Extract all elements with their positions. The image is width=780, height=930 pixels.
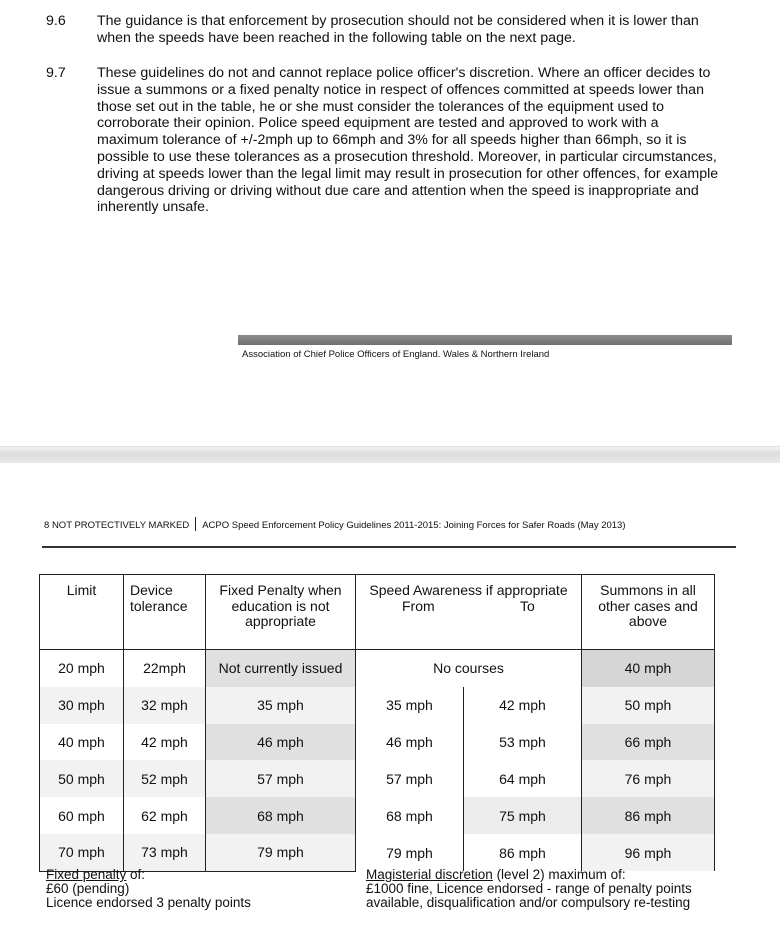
paragraph-text bbox=[97, 65, 737, 216]
cell-summons: 96 mph bbox=[582, 834, 715, 871]
magisterial-discretion-note bbox=[366, 868, 692, 910]
paragraph-line: These guidelines do not and cannot replace police officer's discretion. Where an officer decides to bbox=[97, 65, 711, 81]
cell-fixed-penalty: 35 mph bbox=[206, 687, 356, 724]
cell-summons: 76 mph bbox=[582, 760, 715, 797]
cell-sa-to: 53 mph bbox=[464, 724, 582, 761]
header-fixed-penalty: Fixed Penalty when education is not appropriate bbox=[206, 575, 356, 650]
cell-sa-to: 42 mph bbox=[464, 687, 582, 724]
cell-fixed-penalty: Not currently issued bbox=[206, 650, 356, 687]
table-row bbox=[40, 760, 715, 797]
header-device-tolerance: Device tolerance bbox=[124, 575, 206, 650]
page-break bbox=[0, 446, 780, 463]
paragraph-line: dangerous driving or driving without due care and attention when the speed is inappropriate and bbox=[97, 182, 699, 199]
cell-sa-from: 57 mph bbox=[356, 760, 464, 797]
document-title: ACPO Speed Enforcement Policy Guidelines 2011-2015: Joining Forces for Safer Roads (May 2013) bbox=[202, 520, 626, 531]
paragraph-number: 9.7 bbox=[46, 65, 66, 81]
header-sa-to: To bbox=[520, 598, 535, 614]
paragraph-line: issue a summons or a fixed penalty notice in respect of offences committed at speeds lower than bbox=[97, 81, 704, 98]
paragraph-line: when the speeds have been reached in the following table on the next page. bbox=[97, 29, 576, 46]
paragraph-line: driving at speeds lower than the legal limit may result in prosecution for other offences, for example bbox=[97, 165, 719, 182]
fixed-penalty-note bbox=[46, 868, 251, 910]
footer-bar bbox=[238, 335, 732, 345]
cell-fixed-penalty: 46 mph bbox=[206, 724, 356, 761]
cell-fixed-penalty: 68 mph bbox=[206, 797, 356, 834]
note-line: £1000 fine, Licence endorsed - range of penalty points bbox=[366, 881, 692, 896]
note-line: Licence endorsed 3 penalty points bbox=[46, 895, 251, 910]
cell-limit: 50 mph bbox=[40, 760, 124, 797]
table-header-row bbox=[40, 575, 715, 650]
cell-fixed-penalty: 57 mph bbox=[206, 760, 356, 797]
paragraph-number: 9.6 bbox=[46, 13, 66, 29]
cell-sa-to: 86 mph bbox=[464, 834, 582, 871]
note-line: available, disqualification and/or compulsory re-testing bbox=[366, 895, 691, 910]
cell-limit: 30 mph bbox=[40, 687, 124, 724]
cell-device-tolerance: 22mph bbox=[124, 650, 206, 687]
cell-sa-from: 79 mph bbox=[356, 834, 464, 871]
header-limit: Limit bbox=[40, 575, 124, 650]
cell-summons: 66 mph bbox=[582, 724, 715, 761]
cell-sa-to: 64 mph bbox=[464, 760, 582, 797]
cell-device-tolerance: 42 mph bbox=[124, 724, 206, 761]
cell-device-tolerance: 73 mph bbox=[124, 834, 206, 871]
cell-summons: 40 mph bbox=[582, 650, 715, 687]
speed-enforcement-table bbox=[39, 574, 715, 872]
header-speed-awareness: Speed Awareness if appropriate From To bbox=[356, 575, 582, 650]
cell-sa-to: 75 mph bbox=[464, 797, 582, 834]
cell-sa-from: 35 mph bbox=[356, 687, 464, 724]
table-row bbox=[40, 797, 715, 834]
cell-summons: 86 mph bbox=[582, 797, 715, 834]
table-row bbox=[40, 650, 715, 687]
cell-sa-from: 46 mph bbox=[356, 724, 464, 761]
page-header bbox=[44, 517, 626, 531]
cell-limit: 60 mph bbox=[40, 797, 124, 834]
table-row bbox=[40, 687, 715, 724]
page-footer: Association of Chief Police Officers of England. Wales & Northern Ireland bbox=[242, 349, 550, 360]
cell-device-tolerance: 32 mph bbox=[124, 687, 206, 724]
table-row bbox=[40, 834, 715, 871]
cell-speed-awareness: No courses bbox=[356, 650, 582, 687]
protective-marking: NOT PROTECTIVELY MARKED bbox=[51, 520, 190, 531]
paragraph-line: corroborate their opinion. Police speed equipment are tested and approved to work with a bbox=[97, 115, 659, 132]
cell-fixed-penalty: 79 mph bbox=[206, 834, 356, 871]
header-sa-from: From bbox=[402, 598, 435, 614]
paragraph-line: inherently unsafe. bbox=[97, 199, 209, 216]
header-summons: Summons in all other cases and above bbox=[582, 575, 715, 650]
cell-summons: 50 mph bbox=[582, 687, 715, 724]
cell-sa-from: 68 mph bbox=[356, 797, 464, 834]
paragraph-line: The guidance is that enforcement by prosecution should not be considered when it is lower than bbox=[97, 13, 699, 29]
table-row bbox=[40, 724, 715, 761]
cell-device-tolerance: 62 mph bbox=[124, 797, 206, 834]
cell-device-tolerance: 52 mph bbox=[124, 760, 206, 797]
paragraph-text bbox=[97, 13, 737, 47]
header-separator bbox=[195, 517, 196, 531]
header-rule bbox=[42, 546, 736, 548]
cell-limit: 40 mph bbox=[40, 724, 124, 761]
cell-limit: 70 mph bbox=[40, 834, 124, 871]
cell-limit: 20 mph bbox=[40, 650, 124, 687]
paragraph-line: those set out in the table, he or she must consider the tolerances of the equipment used to bbox=[97, 98, 665, 115]
paragraph-line: maximum tolerance of +/-2mph up to 66mph and 3% for all speeds higher than 66mph, so it is bbox=[97, 132, 687, 149]
note-line: £60 (pending) bbox=[46, 881, 130, 896]
page-number: 8 bbox=[44, 520, 50, 531]
note-title: Fixed penalty of: bbox=[46, 867, 146, 882]
paragraph-line: possible to use these tolerances as a prosecution threshold. Moreover, in particular circumstances, bbox=[97, 148, 717, 165]
note-title: Magisterial discretion (level 2) maximum of: bbox=[366, 867, 626, 882]
